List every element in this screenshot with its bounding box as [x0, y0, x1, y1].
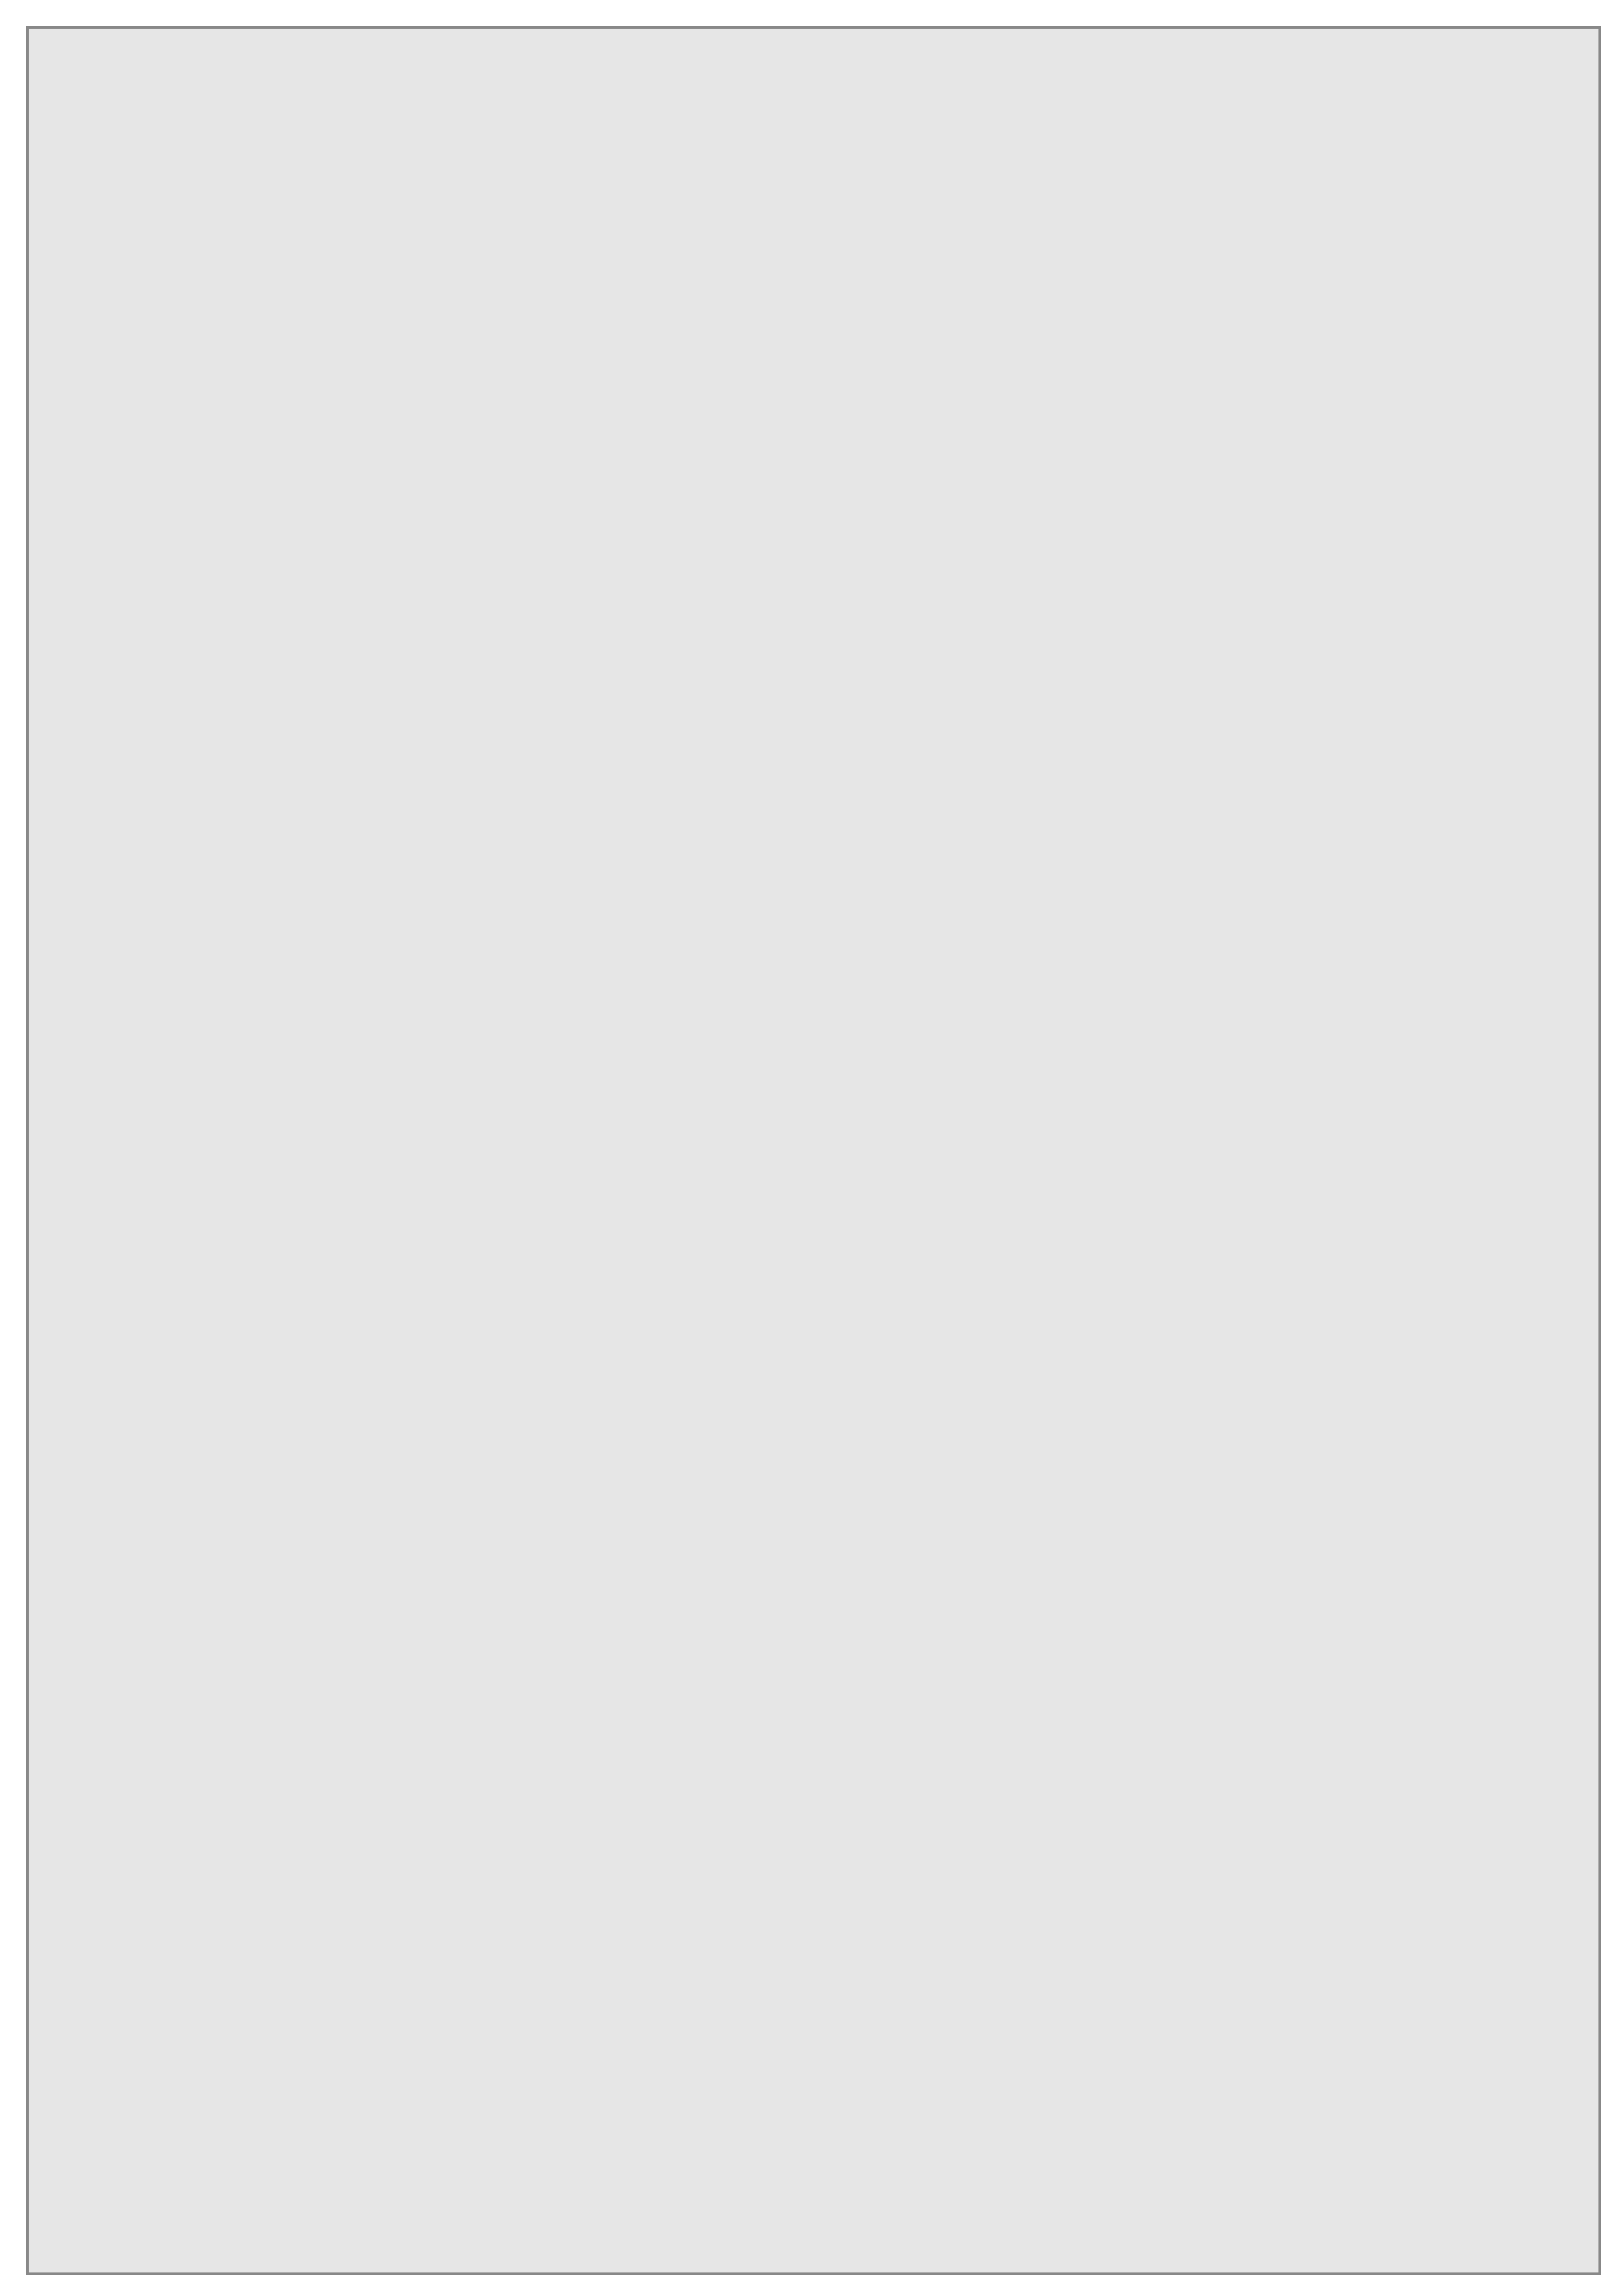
- placeholder-panel: [26, 26, 1601, 2275]
